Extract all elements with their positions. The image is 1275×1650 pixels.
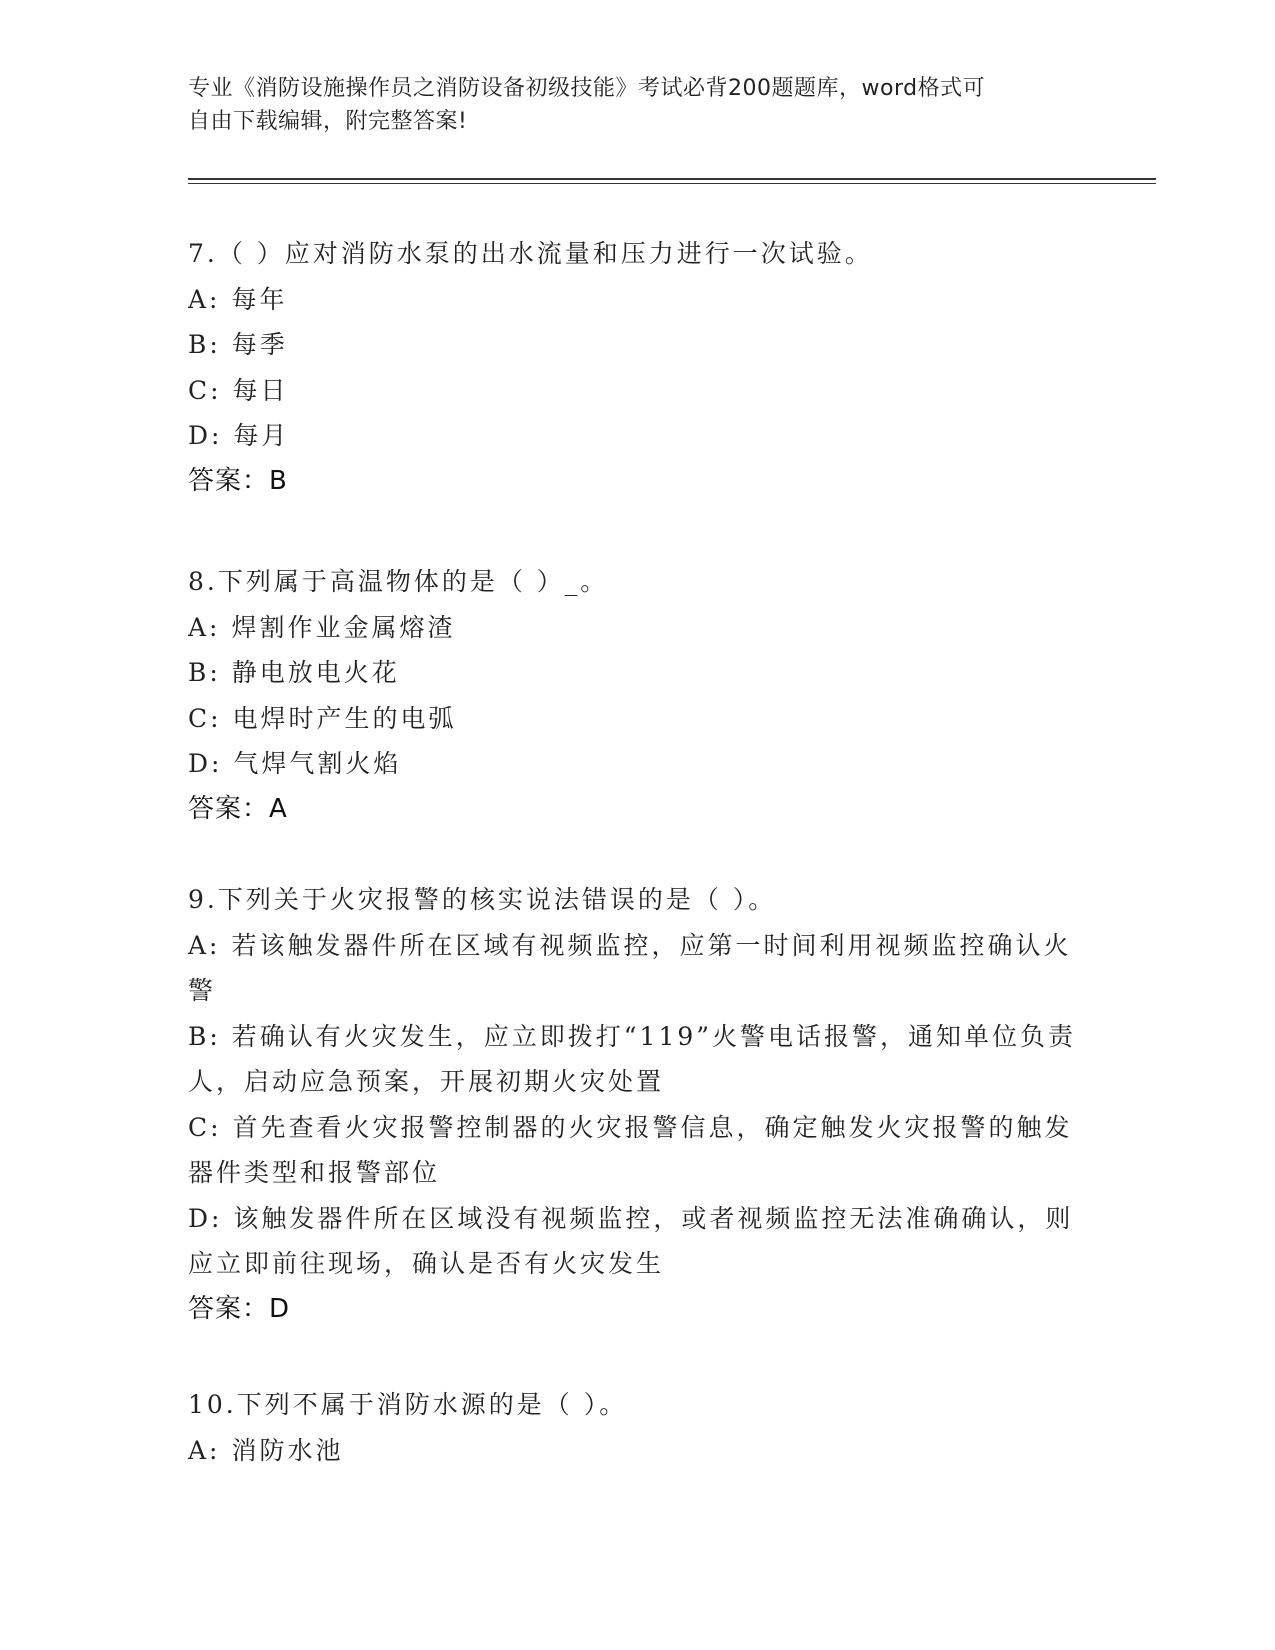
question-8	[188, 559, 1078, 832]
question-stem: 10.下列不属于消防水源的是（ ）。	[188, 1390, 628, 1419]
option-a	[188, 1428, 1078, 1474]
option-text: 该触发器件所在区域没有视频监控，或者视频监控无法准确确认，则应立即前往现场，确认是否有火灾发生	[188, 1203, 1074, 1278]
question-stem: 7.（ ）应对消防水泵的出水流量和压力进行一次试验。	[188, 239, 873, 268]
option-label: A:	[188, 1435, 221, 1465]
option-text: 消防水池	[231, 1435, 344, 1465]
option-c	[188, 1105, 1078, 1196]
option-d	[188, 1196, 1078, 1287]
option-label: C:	[188, 1112, 222, 1142]
option-c	[188, 368, 1078, 414]
option-c	[188, 696, 1078, 742]
option-text: 每日	[232, 375, 289, 405]
question-7	[188, 231, 1078, 504]
option-label: A:	[188, 930, 221, 960]
option-text: 每月	[233, 421, 290, 450]
option-d	[188, 413, 1078, 459]
answer-line: 答案：D	[188, 1293, 291, 1324]
option-b	[188, 650, 1078, 696]
option-text: 电焊时产生的电弧	[232, 703, 457, 733]
question-10	[188, 1382, 1078, 1473]
option-label: B:	[188, 1021, 221, 1051]
option-text: 首先查看火灾报警控制器的火灾报警信息，确定触发火灾报警的触发器件类型和报警部位	[188, 1112, 1073, 1187]
option-b	[188, 322, 1078, 368]
answer-line: 答案：A	[188, 793, 288, 824]
question-9	[188, 877, 1078, 1332]
option-a	[188, 605, 1078, 651]
option-text: 每年	[231, 284, 288, 314]
question-stem: 9.下列关于火灾报警的核实说法错误的是（ ）。	[188, 885, 777, 914]
header-line-2: 自由下载编辑，附完整答案!	[188, 109, 468, 134]
option-label: C:	[188, 375, 222, 405]
option-text: 焊割作业金属熔渣	[231, 612, 456, 642]
option-b	[188, 1014, 1078, 1105]
option-label: B:	[188, 658, 221, 687]
header-divider-thick	[188, 178, 1156, 180]
option-text: 每季	[231, 330, 288, 359]
question-stem: 8.下列属于高温物体的是（ ）_。	[188, 567, 609, 596]
option-d	[188, 741, 1078, 787]
document-header	[188, 72, 1078, 138]
option-a	[188, 277, 1078, 323]
option-text: 若确认有火灾发生，应立即拨打“119”火警电话报警，通知单位负责人，启动应急预案，开展初期火灾处置	[188, 1021, 1077, 1096]
option-a	[188, 923, 1078, 1014]
option-label: C:	[188, 703, 222, 733]
option-text: 气焊气割火焰	[233, 749, 402, 778]
option-label: D:	[188, 1203, 223, 1233]
header-divider-thin	[188, 183, 1156, 184]
option-label: D:	[188, 749, 223, 778]
option-text: 静电放电火花	[231, 658, 400, 687]
header-line-1: 专业《消防设施操作员之消防设备初级技能》考试必背200题题库，word格式可	[188, 76, 986, 101]
option-label: A:	[188, 284, 221, 314]
option-label: A:	[188, 612, 221, 642]
option-label: D:	[188, 421, 223, 450]
option-label: B:	[188, 330, 221, 359]
answer-line: 答案：B	[188, 465, 288, 496]
option-text: 若该触发器件所在区域有视频监控，应第一时间利用视频监控确认火警	[188, 930, 1072, 1005]
